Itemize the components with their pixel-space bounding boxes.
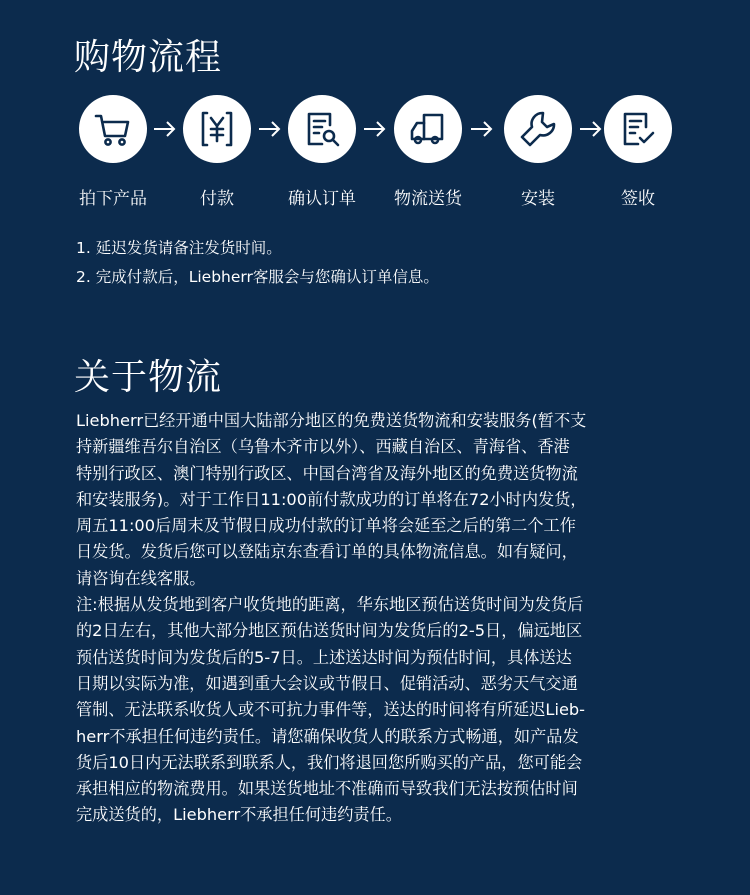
paragraph-line: 日期以实际为准，如遇到重大会议或节假日、促销活动、恶劣天气交通 — [76, 673, 578, 693]
paragraph-line: 承担相应的物流费用。如果送货地址不准确而导致我们无法按预估时间 — [76, 779, 578, 799]
paragraph-line: 日发货。发货后您可以登陆京东查看订单的具体物流信息。如有疑问， — [76, 542, 578, 562]
arrow-icon — [469, 117, 495, 141]
note-line: 2. 完成付款后，Liebherr客服会与您确认订单信息。 — [76, 268, 439, 286]
wrench-icon — [504, 95, 572, 163]
arrow-icon — [152, 117, 178, 141]
process-notes — [76, 234, 439, 292]
paragraph-line: 完成送货的，Liebherr不承担任何违约责任。 — [76, 805, 402, 825]
logistics-title: 关于物流 — [74, 357, 223, 398]
note-line: 1. 延迟发货请备注发货时间。 — [76, 239, 282, 257]
paragraph-line: 特别行政区、澳门特别行政区、中国台湾省及海外地区的免费送货物流 — [76, 463, 578, 483]
process-steps — [0, 95, 750, 215]
paragraph-line: Liebherr已经开通中国大陆部分地区的免费送货物流和安装服务(暂不支 — [76, 411, 587, 430]
arrow-icon — [257, 117, 283, 141]
paragraph-line: 预估送货时间为发货后的5-7日。上述送达时间为预估时间，具体送达 — [76, 647, 572, 667]
delivery-truck-icon — [394, 95, 462, 163]
paragraph-line: 和安装服务)。对于工作日11:00前付款成功的订单将在72小时内发货， — [76, 489, 587, 509]
step-label-install: 安装 — [521, 189, 555, 209]
paragraph-line: 持新疆维吾尔自治区（乌鲁木齐市以外）、西藏自治区、青海省、香港 — [76, 437, 570, 457]
paragraph-line: 注:根据从发货地到客户收货地的距离，华东地区预估送货时间为发货后 — [76, 595, 584, 615]
step-label-delivery: 物流送货 — [394, 189, 462, 209]
paragraph-line: 货后10日内无法联系到联系人，我们将退回您所购买的产品，您可能会 — [76, 752, 583, 772]
sign-document-icon — [604, 95, 672, 163]
shopping-cart-icon — [79, 95, 147, 163]
payment-yuan-icon — [183, 95, 251, 163]
paragraph-line: 请咨询在线客服。 — [76, 568, 206, 588]
paragraph-line: herr不承担任何违约责任。请您确保收货人的联系方式畅通，如产品发 — [76, 726, 579, 746]
paragraph-line: 周五11:00后周末及节假日成功付款的订单将会延至之后的第二个工作 — [76, 516, 576, 536]
paragraph-line: 管制、无法联系收货人或不可抗力事件等，送达的时间将有所延迟Lieb- — [76, 700, 586, 720]
arrow-icon — [362, 117, 388, 141]
step-label-sign: 签收 — [621, 189, 655, 209]
step-label-confirm-order: 确认订单 — [288, 189, 356, 209]
shopping-process-title: 购物流程 — [74, 37, 223, 78]
paragraph-line: 的2日左右，其他大部分地区预估送货时间为发货后的2-5日，偏远地区 — [76, 621, 583, 641]
step-label-payment: 付款 — [200, 189, 234, 209]
logistics-paragraph — [76, 408, 686, 829]
arrow-icon — [578, 117, 604, 141]
step-label-place-order: 拍下产品 — [79, 189, 147, 209]
order-search-icon — [288, 95, 356, 163]
